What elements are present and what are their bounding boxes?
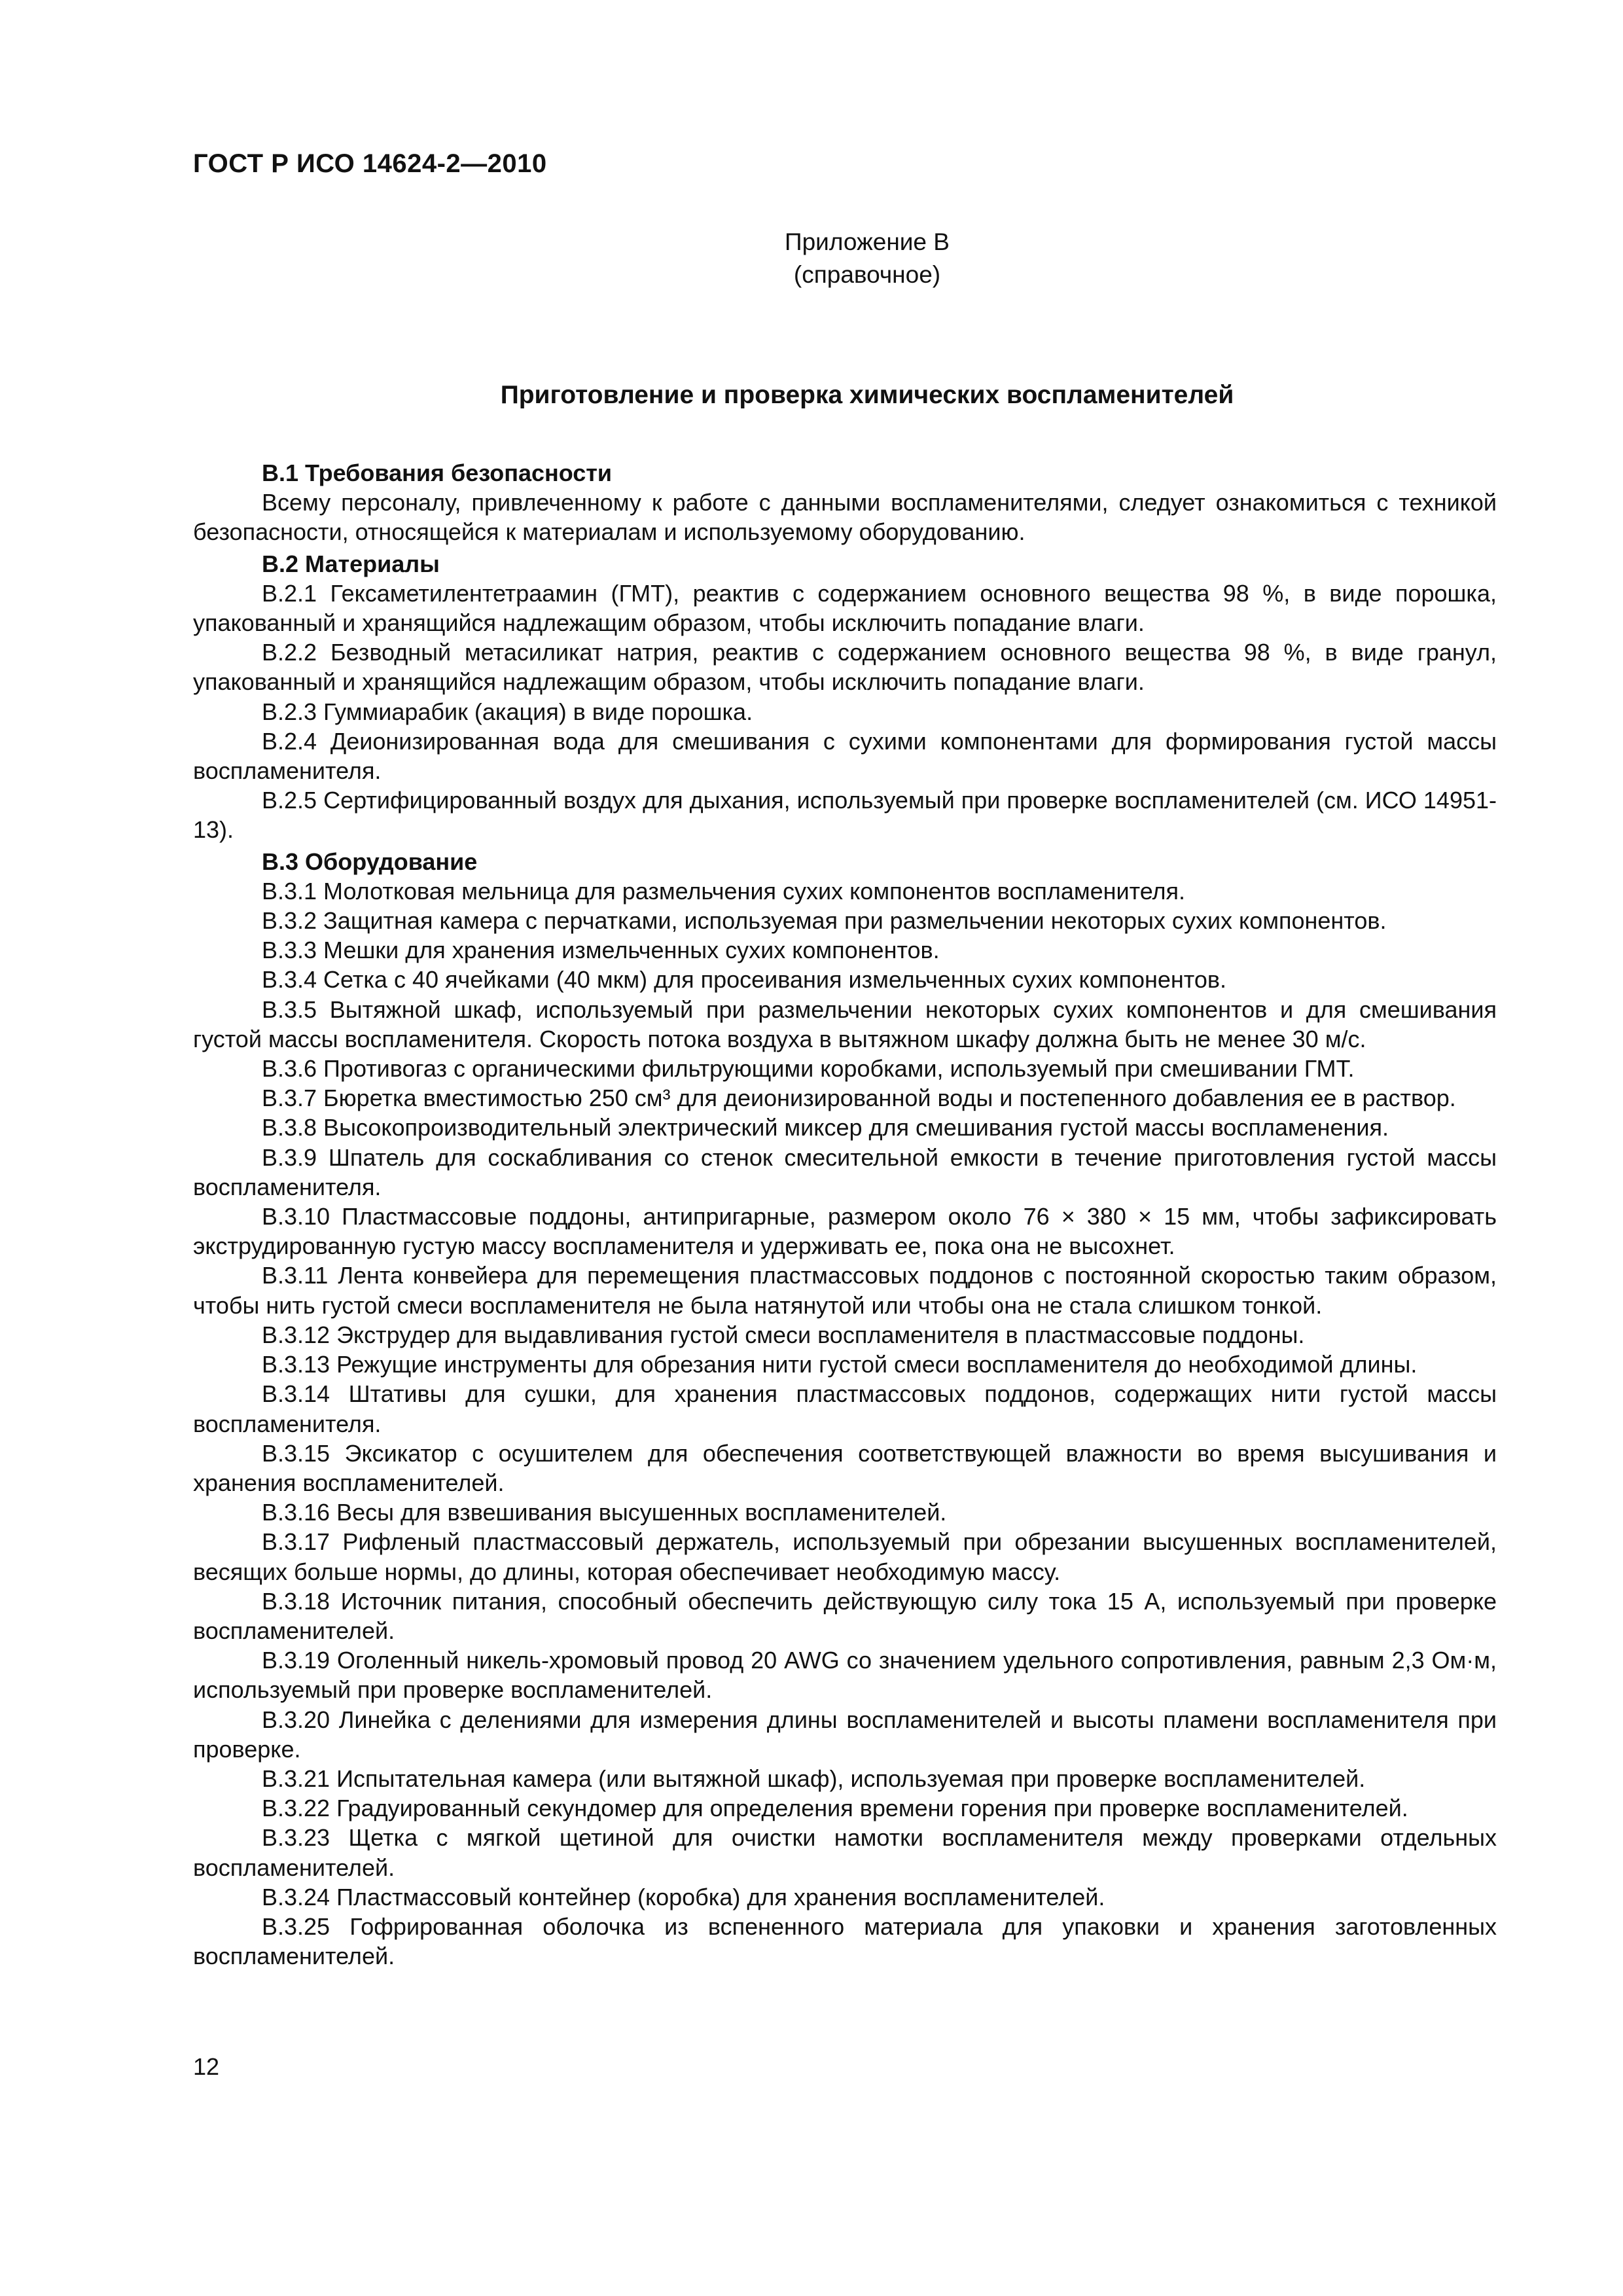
paragraph: В.3.14 Штативы для сушки, для хранения пластмассовых поддонов, содержащих нити густой массы воспламенителя. — [193, 1380, 1497, 1437]
paragraph: В.3.9 Шпатель для соскабливания со стенок смесительной емкости в течение приготовления густой массы воспламенителя. — [193, 1143, 1497, 1200]
paragraph: В.2.2 Безводный метасиликат натрия, реактив с содержанием основного вещества 98 %, в виде гранул, упакованный и хранящийся надлежащим образом, чтобы исключить попадание влаги. — [193, 639, 1497, 696]
paragraph: В.3.12 Экструдер для выдавливания густой смеси воспламенителя в пластмассовые поддоны. — [262, 1321, 1305, 1348]
section-heading: В.1 Требования безопасности — [262, 459, 613, 486]
paragraph: В.3.11 Лента конвейера для перемещения пластмассовых поддонов с постоянной скоростью таким образом, чтобы нить густой смеси воспламенителя не была натянутой или чтобы она не стала слишком тонкой. — [193, 1262, 1497, 1319]
appendix-label-block — [0, 226, 1623, 291]
paragraph: В.3.1 Молотковая мельница для размельчения сухих компонентов воспламенителя. — [262, 877, 1186, 905]
section-heading: В.3 Оборудование — [262, 848, 478, 875]
paragraph: В.3.15 Эксикатор с осушителем для обеспечения соответствующей влажности во время высушивания и хранения воспламенителей. — [193, 1439, 1497, 1496]
paragraph: В.3.13 Режущие инструменты для обрезания нити густой смеси воспламенителя до необходимой длины. — [262, 1351, 1418, 1378]
paragraph: В.3.4 Сетка с 40 ячейками (40 мкм) для просеивания измельченных сухих компонентов. — [262, 966, 1226, 994]
paragraph: Всему персоналу, привлеченному к работе с данными воспламенителями, следует ознакомиться с техникой безопасности, относящейся к материалам и используемому оборудованию. — [193, 489, 1497, 546]
paragraph: В.3.17 Рифленый пластмассовый держатель, используемый при обрезании высушенных воспламенителей, весящих больше нормы, до длины, которая обеспечивает необходимую массу. — [193, 1528, 1497, 1585]
paragraph: В.3.8 Высокопроизводительный электрический миксер для смешивания густой массы воспламенения. — [262, 1114, 1389, 1141]
paragraph: В.3.21 Испытательная камера (или вытяжной шкаф), используемая при проверке воспламенителей. — [262, 1765, 1366, 1792]
appendix-title: Приготовление и проверка химических воспламенителей — [500, 381, 1234, 409]
paragraph: В.3.16 Весы для взвешивания высушенных воспламенителей. — [262, 1499, 947, 1526]
paragraph: В.3.24 Пластмассовый контейнер (коробка) для хранения воспламенителей. — [262, 1883, 1105, 1910]
paragraph: В.3.22 Градуированный секундомер для определения времени горения при проверке воспламенителей. — [262, 1795, 1408, 1822]
paragraph: В.3.19 Оголенный никель-хромовый провод 20 AWG со значением удельного сопротивления, равным 2,3 Ом·м, используемый при проверке воспламенителей. — [193, 1647, 1497, 1704]
document-body — [193, 456, 1497, 1971]
paragraph: В.2.4 Деионизированная вода для смешивания с сухими компонентами для формирования густой массы воспламенителя. — [193, 727, 1497, 785]
appendix-type: (справочное) — [793, 261, 941, 288]
paragraph: В.3.18 Источник питания, способный обеспечить действующую силу тока 15 А, используемый при проверке воспламенителей. — [193, 1587, 1497, 1644]
paragraph: В.3.7 Бюретка вместимостью 250 см³ для деионизированной воды и постепенного добавления ее в раствор. — [262, 1085, 1456, 1112]
document-code-header: ГОСТ Р ИСО 14624-2—2010 — [193, 149, 547, 178]
section-heading: В.2 Материалы — [262, 550, 440, 577]
paragraph: В.3.2 Защитная камера с перчатками, используемая при размельчении некоторых сухих компонентов. — [262, 907, 1387, 935]
page-number: 12 — [193, 2053, 220, 2080]
paragraph: В.3.25 Гофрированная оболочка из вспененного материала для упаковки и хранения заготовленных воспламенителей. — [193, 1912, 1497, 1970]
paragraph: В.3.10 Пластмассовые поддоны, антипригарные, размером около 76 × 380 × 15 мм, чтобы зафиксировать экструдированную густую массу воспламенителя и удерживать ее, пока она не высохнет. — [193, 1203, 1497, 1260]
paragraph: В.3.5 Вытяжной шкаф, используемый при размельчении некоторых сухих компонентов и для смешивания густой массы воспламенителя. Скорость потока воздуха в вытяжном шкафу должна быть не менее 30 м/с. — [193, 996, 1497, 1052]
paragraph: В.3.23 Щетка с мягкой щетиной для очистки намотки воспламенителя между проверками отдельных воспламенителей. — [193, 1824, 1497, 1881]
paragraph: В.2.1 Гексаметилентетраамин (ГМТ), реактив с содержанием основного вещества 98 %, в виде порошка, упакованный и хранящийся надлежащим образом, чтобы исключить попадание влаги. — [193, 579, 1497, 637]
appendix-label: Приложение В — [785, 228, 950, 255]
paragraph: В.3.20 Линейка с делениями для измерения длины воспламенителей и высоты пламени воспламенителя при проверке. — [193, 1706, 1497, 1763]
paragraph: В.2.3 Гуммиарабик (акация) в виде порошка. — [262, 698, 753, 725]
paragraph: В.3.3 Мешки для хранения измельченных сухих компонентов. — [262, 937, 940, 964]
paragraph: В.2.5 Сертифицированный воздух для дыхания, используемый при проверке воспламенителей (см. ИСО 14951-13). — [193, 787, 1497, 844]
paragraph: В.3.6 Противогаз с органическими фильтрующими коробками, используемый при смешивании ГМТ. — [262, 1055, 1355, 1083]
